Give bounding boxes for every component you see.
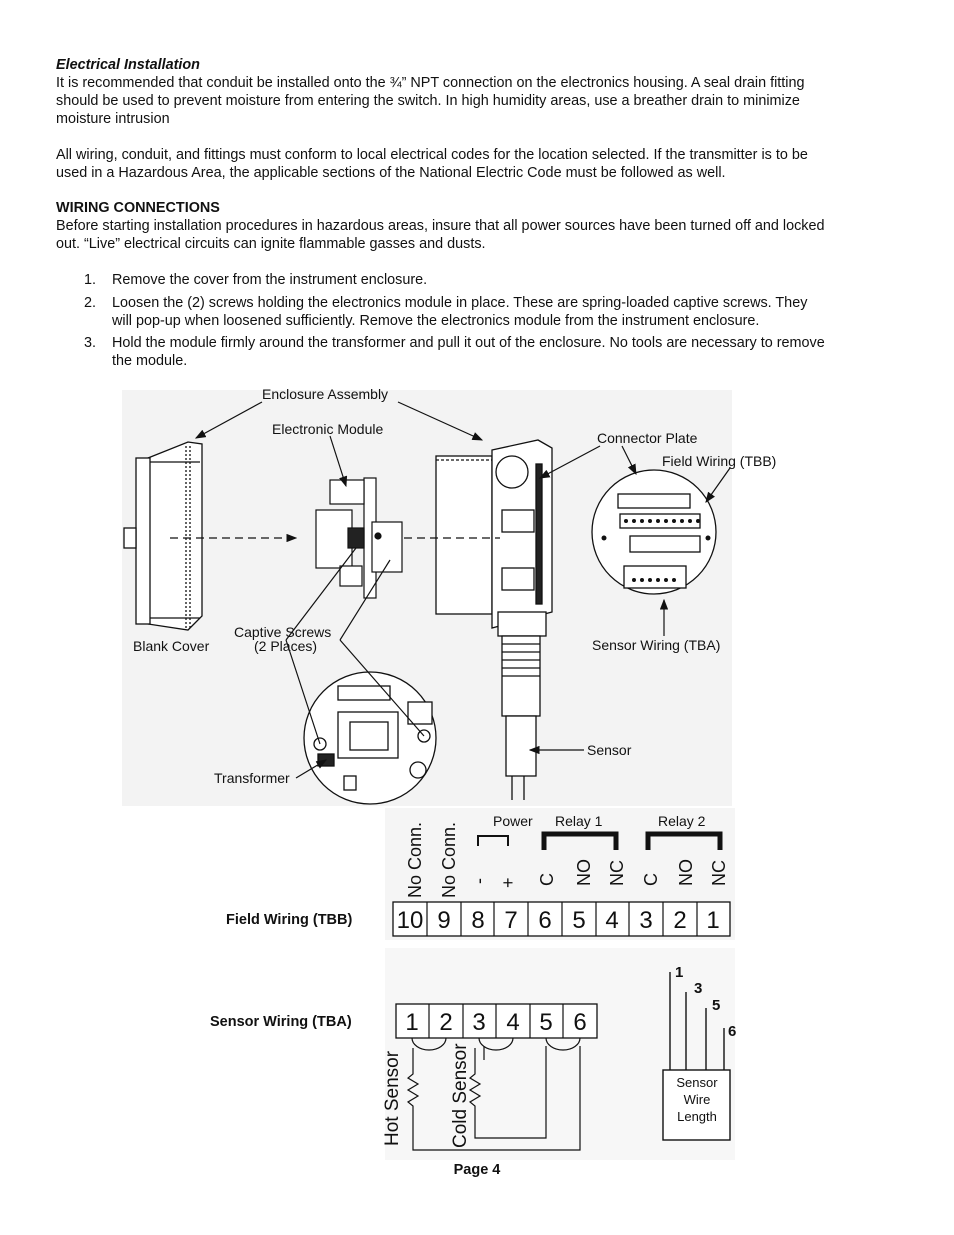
tbb-function-label: No Conn. <box>405 821 425 898</box>
tbb-terminal-number: 9 <box>437 907 451 934</box>
paragraph-line: It is recommended that conduit be installed onto the ¾” NPT connection on the electronics housing. A seal drain fitting <box>56 75 805 91</box>
tba-terminal-number: 4 <box>506 1009 520 1036</box>
label-blank-cover: Blank Cover <box>133 638 210 654</box>
tbb-function-label: - <box>469 878 489 884</box>
blank-cover-drawing <box>124 442 202 630</box>
list-number: 2. <box>84 295 97 311</box>
tbb-terminal-number: 5 <box>572 907 586 934</box>
section-heading-electrical-installation: Electrical Installation <box>56 57 200 73</box>
tbb-terminal-number: 10 <box>396 907 424 934</box>
paragraph-line: out. “Live” electrical circuits can ignite flammable gasses and dusts. <box>56 236 486 252</box>
wire-number: 5 <box>712 997 721 1014</box>
label-two-places: (2 Places) <box>254 638 318 654</box>
list-text: the module. <box>112 353 188 369</box>
tbb-function-label: No Conn. <box>439 821 459 898</box>
page-number: Page 4 <box>453 1162 501 1178</box>
paragraph-line: All wiring, conduit, and fittings must conform to local electrical codes for the location selected. If the transmitter is to be <box>56 147 808 163</box>
label-sensor-wiring: Sensor Wiring (TBA) <box>592 637 721 653</box>
list-number: 3. <box>84 335 97 351</box>
tba-terminal-number: 3 <box>472 1009 486 1036</box>
label-power: Power <box>493 813 533 829</box>
wire-number: 1 <box>675 964 684 981</box>
sensor-wire-length-text: Sensor <box>676 1075 718 1090</box>
label-relay-2: Relay 2 <box>658 813 706 829</box>
tbb-terminal-number: 8 <box>471 907 485 934</box>
label-transformer: Transformer <box>214 770 290 786</box>
paragraph-line: should be used to prevent moisture from entering the switch. In high humidity areas, use a breather drain to minimize <box>56 93 800 109</box>
connector-plate-drawing <box>592 470 716 594</box>
tbb-function-label: + <box>498 877 518 888</box>
tbb-function-label: NC <box>709 860 729 886</box>
sensor-wire-length-text: Wire <box>683 1092 711 1107</box>
tba-terminal-block <box>396 1004 597 1038</box>
label-captive-screws: Captive Screws <box>234 624 332 640</box>
tba-terminal-number: 1 <box>405 1009 419 1036</box>
field-wiring-label: Field Wiring (TBB) <box>226 912 353 928</box>
tbb-function-label: NO <box>676 859 696 886</box>
label-field-wiring: Field Wiring (TBB) <box>662 453 777 469</box>
label-relay-1: Relay 1 <box>555 813 603 829</box>
tbb-terminal-number: 4 <box>605 907 619 934</box>
tbb-function-label: NC <box>607 860 627 886</box>
label-electronic-module: Electronic Module <box>272 421 384 437</box>
paragraph-line: moisture intrusion <box>56 111 170 127</box>
tbb-terminal-number: 2 <box>673 907 687 934</box>
tba-terminal-number: 6 <box>573 1009 587 1036</box>
section-heading-wiring-connections: WIRING CONNECTIONS <box>56 200 220 216</box>
tbb-terminal-number: 6 <box>538 907 552 934</box>
sensor-wire-length-text: Length <box>677 1109 717 1124</box>
sensor-wiring-label: Sensor Wiring (TBA) <box>210 1014 352 1030</box>
label-hot-sensor: Hot Sensor <box>382 1050 403 1146</box>
wire-number: 3 <box>694 980 703 997</box>
list-text: Hold the module firmly around the transformer and pull it out of the enclosure. No tools are necessary to remove <box>112 335 825 351</box>
tbb-function-label: NO <box>574 859 594 886</box>
list-text: will pop-up when loosened sufficiently. Remove the electronics module from the instrument enclosure. <box>112 313 760 329</box>
paragraph-line: Before starting installation procedures in hazardous areas, insure that all power sources have been turned off and locked <box>56 218 825 234</box>
tba-terminal-number: 2 <box>439 1009 453 1036</box>
label-enclosure-assembly: Enclosure Assembly <box>262 386 389 402</box>
list-text: Loosen the (2) screws holding the electronics module in place. These are spring-loaded captive screws. They <box>112 295 808 311</box>
module-detail-drawing <box>304 672 436 804</box>
tbb-terminal-number: 7 <box>504 907 518 934</box>
list-text: Remove the cover from the instrument enclosure. <box>112 272 428 288</box>
tbb-terminal-number: 3 <box>639 907 653 934</box>
paragraph-line: used in a Hazardous Area, the applicable sections of the National Electric Code must be followed as well. <box>56 165 726 181</box>
tbb-function-label: C <box>537 873 557 886</box>
list-number: 1. <box>84 272 97 288</box>
tba-terminal-number: 5 <box>539 1009 553 1036</box>
tbb-function-label: C <box>641 873 661 886</box>
label-connector-plate: Connector Plate <box>597 430 698 446</box>
label-sensor: Sensor <box>587 742 632 758</box>
wire-number: 6 <box>728 1023 737 1040</box>
label-cold-sensor: Cold Sensor <box>450 1043 471 1148</box>
tbb-terminal-number: 1 <box>706 907 720 934</box>
